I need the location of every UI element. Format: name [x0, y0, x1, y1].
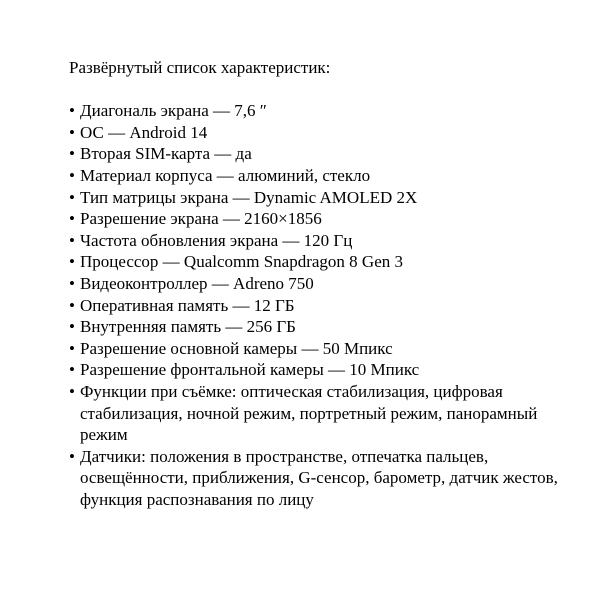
bullet-icon: • [69, 101, 75, 121]
bullet-icon: • [69, 122, 75, 142]
spec-item-body-material [69, 165, 589, 187]
spec-item-text: Диагональ экрана — 7,6 ″ [80, 101, 267, 121]
spec-item-os [69, 122, 589, 144]
spec-item-text: Функции при съёмке: оптическая стабилизация, цифровая стабилизация, ночной режим, портретный режим, панорамный режим [80, 381, 538, 445]
spec-item-text: Внутренняя память — 256 ГБ [80, 317, 296, 337]
spec-item-camera-features [69, 381, 589, 446]
spec-item-resolution [69, 208, 589, 230]
spec-item-front-camera [69, 359, 589, 381]
spec-item-ram [69, 295, 589, 317]
spec-item-refresh-rate [69, 230, 589, 252]
spec-item-text: Разрешение фронтальной камеры — 10 Мпикс [80, 360, 420, 380]
spec-item-storage [69, 316, 589, 338]
bullet-icon: • [69, 446, 75, 466]
bullet-icon: • [69, 187, 75, 207]
bullet-icon: • [69, 165, 75, 185]
spec-item-text: Материал корпуса — алюминий, стекло [80, 165, 371, 185]
spec-item-text: Разрешение экрана — 2160×1856 [80, 209, 322, 229]
spec-item-text: Тип матрицы экрана — Dynamic AMOLED 2X [80, 187, 418, 207]
document-body [69, 57, 589, 510]
bullet-icon: • [69, 338, 75, 358]
spec-item-text: Частота обновления экрана — 120 Гц [80, 230, 353, 250]
bullet-icon: • [69, 317, 75, 337]
spec-item-screen-diagonal [69, 100, 589, 122]
spec-item-main-camera [69, 338, 589, 360]
spec-item-second-sim [69, 143, 589, 165]
spec-list [69, 100, 589, 510]
spec-item-text: Разрешение основной камеры — 50 Мпикс [80, 338, 393, 358]
bullet-icon: • [69, 360, 75, 380]
bullet-icon: • [69, 381, 75, 401]
spec-item-sensors [69, 446, 589, 511]
spec-item-text: Оперативная память — 12 ГБ [80, 295, 295, 315]
spec-item-text: Вторая SIM-карта — да [80, 144, 252, 164]
bullet-icon: • [69, 252, 75, 272]
bullet-icon: • [69, 209, 75, 229]
spec-item-gpu [69, 273, 589, 295]
bullet-icon: • [69, 144, 75, 164]
bullet-icon: • [69, 295, 75, 315]
spec-item-processor [69, 251, 589, 273]
bullet-icon: • [69, 230, 75, 250]
document-heading: Развёрнутый список характеристик: [69, 58, 331, 77]
spec-item-text: ОС — Android 14 [80, 122, 208, 142]
spec-item-matrix-type [69, 187, 589, 209]
bullet-icon: • [69, 273, 75, 293]
spec-item-text: Видеоконтроллер — Adreno 750 [80, 273, 314, 293]
spec-item-text: Процессор — Qualcomm Snapdragon 8 Gen 3 [80, 252, 403, 272]
spec-item-text: Датчики: положения в пространстве, отпечатка пальцев, освещённости, приближения, G-сенсор, барометр, датчик жестов, функция распознавания по лицу [80, 446, 558, 509]
